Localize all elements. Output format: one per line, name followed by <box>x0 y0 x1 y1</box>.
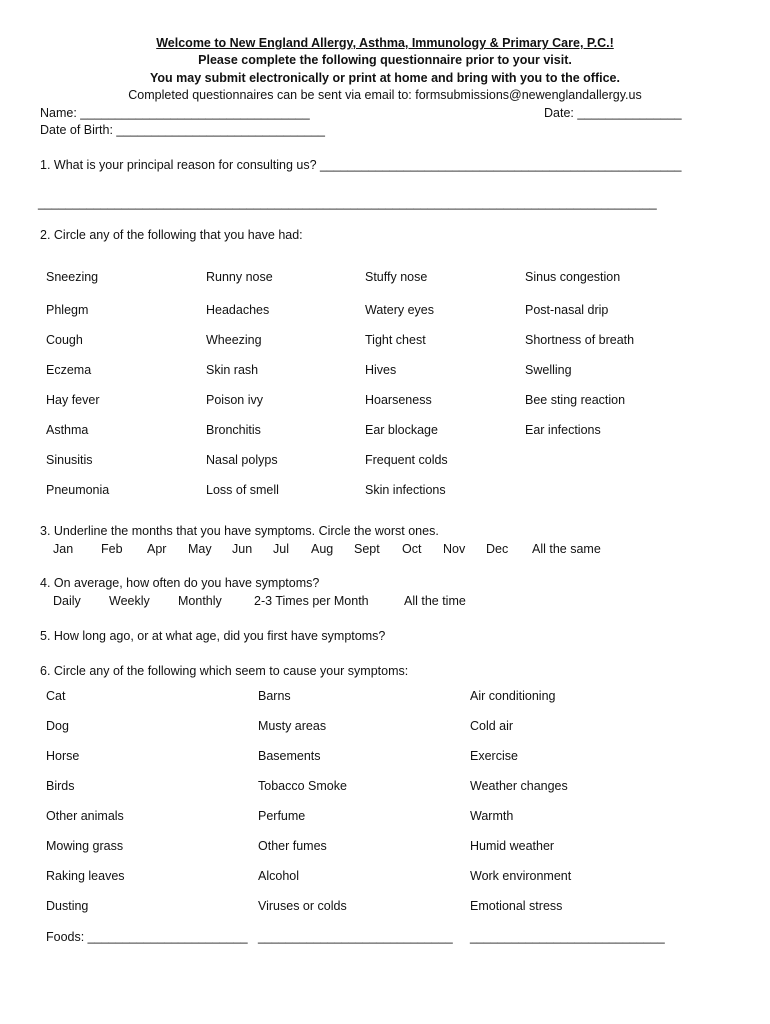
month-option[interactable]: Jul <box>273 542 289 556</box>
trigger-option[interactable]: Air conditioning <box>470 689 556 703</box>
symptom-option[interactable]: Asthma <box>46 423 89 437</box>
trigger-option[interactable]: Raking leaves <box>46 869 125 883</box>
trigger-option[interactable]: Other fumes <box>258 839 327 853</box>
trigger-option[interactable]: Perfume <box>258 809 306 823</box>
trigger-option[interactable]: Warmth <box>470 809 514 823</box>
question-4: 4. On average, how often do you have symptoms? <box>40 576 320 590</box>
instruction-line: Please complete the following questionnaire prior to your visit. <box>198 53 572 67</box>
question-1[interactable]: 1. What is your principal reason for consulting us? ____________________________________________________ <box>40 158 682 172</box>
symptom-option[interactable]: Sneezing <box>46 270 99 284</box>
question-6: 6. Circle any of the following which seem to cause your symptoms: <box>40 664 409 678</box>
symptom-option[interactable]: Skin rash <box>206 363 259 377</box>
trigger-option[interactable]: Basements <box>258 749 321 763</box>
trigger-option[interactable]: Barns <box>258 689 291 703</box>
symptom-option[interactable]: Hay fever <box>46 393 100 407</box>
month-option[interactable]: Jan <box>53 542 74 556</box>
trigger-option[interactable]: Weather changes <box>470 779 568 793</box>
symptom-option[interactable]: Pneumonia <box>46 483 110 497</box>
email-instruction: Completed questionnaires can be sent via email to: formsubmissions@newenglandallergy.us <box>128 88 642 102</box>
symptom-option[interactable]: Loss of smell <box>206 483 279 497</box>
symptom-option[interactable]: Skin infections <box>365 483 446 497</box>
trigger-option[interactable]: Exercise <box>470 749 518 763</box>
symptom-option[interactable]: Ear infections <box>525 423 601 437</box>
trigger-option[interactable]: Tobacco Smoke <box>258 779 347 793</box>
month-option[interactable]: Oct <box>402 542 422 556</box>
symptom-option[interactable]: Hives <box>365 363 397 377</box>
instruction-line: You may submit electronically or print at home and bring with you to the office. <box>150 71 620 85</box>
symptom-option[interactable]: Stuffy nose <box>365 270 428 284</box>
symptom-option[interactable]: Swelling <box>525 363 572 377</box>
question-5[interactable]: 5. How long ago, or at what age, did you first have symptoms? <box>40 629 386 643</box>
trigger-option[interactable]: Humid weather <box>470 839 555 853</box>
symptom-option[interactable]: Post-nasal drip <box>525 303 609 317</box>
symptom-option[interactable]: Sinusitis <box>46 453 93 467</box>
symptom-option[interactable]: Wheezing <box>206 333 262 347</box>
trigger-option[interactable]: Emotional stress <box>470 899 563 913</box>
trigger-option[interactable]: Cold air <box>470 719 514 733</box>
question-3: 3. Underline the months that you have symptoms. Circle the worst ones. <box>40 524 439 538</box>
symptom-option[interactable]: Poison ivy <box>206 393 263 407</box>
symptom-option[interactable]: Watery eyes <box>365 303 435 317</box>
question-2: 2. Circle any of the following that you have had: <box>40 228 303 242</box>
symptom-option[interactable]: Nasal polyps <box>206 453 278 467</box>
trigger-option[interactable]: Dusting <box>46 899 89 913</box>
month-option[interactable]: Apr <box>147 542 167 556</box>
dob-field[interactable]: Date of Birth: ______________________________ <box>40 123 325 137</box>
symptom-option[interactable]: Runny nose <box>206 270 273 284</box>
symptom-option[interactable]: Shortness of breath <box>525 333 635 347</box>
month-option[interactable]: May <box>188 542 212 556</box>
frequency-option[interactable]: All the time <box>404 594 466 608</box>
symptom-option[interactable]: Phlegm <box>46 303 89 317</box>
month-option[interactable]: Aug <box>311 542 334 556</box>
frequency-option[interactable]: Monthly <box>178 594 222 608</box>
trigger-option[interactable]: Cat <box>46 689 66 703</box>
month-option[interactable]: Nov <box>443 542 466 556</box>
trigger-option[interactable]: Dog <box>46 719 69 733</box>
trigger-option[interactable]: Work environment <box>470 869 572 883</box>
date-field[interactable]: Date: _______________ <box>544 106 682 120</box>
symptom-option[interactable]: Headaches <box>206 303 270 317</box>
frequency-option[interactable]: 2-3 Times per Month <box>254 594 369 608</box>
trigger-option[interactable]: Mowing grass <box>46 839 124 853</box>
symptom-option[interactable]: Eczema <box>46 363 92 377</box>
frequency-option[interactable]: Daily <box>53 594 81 608</box>
month-option[interactable]: Dec <box>486 542 509 556</box>
month-option[interactable]: Feb <box>101 542 123 556</box>
symptom-option[interactable]: Frequent colds <box>365 453 448 467</box>
answer-line[interactable]: _________________________________________________________________________________________ <box>38 196 657 210</box>
trigger-option[interactable]: Other animals <box>46 809 124 823</box>
symptom-option[interactable]: Tight chest <box>365 333 426 347</box>
month-option[interactable]: Sept <box>354 542 380 556</box>
symptom-option[interactable]: Ear blockage <box>365 423 438 437</box>
name-field[interactable]: Name: _________________________________ <box>40 106 310 120</box>
frequency-option[interactable]: Weekly <box>109 594 150 608</box>
symptom-option[interactable]: Cough <box>46 333 83 347</box>
trigger-option[interactable]: Viruses or colds <box>258 899 347 913</box>
trigger-option[interactable]: Alcohol <box>258 869 299 883</box>
foods-field[interactable]: ____________________________ <box>258 930 453 944</box>
form-title: Welcome to New England Allergy, Asthma, Immunology & Primary Care, P.C.! <box>156 36 614 50</box>
trigger-option[interactable]: Musty areas <box>258 719 327 733</box>
trigger-option[interactable]: Horse <box>46 749 80 763</box>
symptom-option[interactable]: Bronchitis <box>206 423 261 437</box>
trigger-option[interactable]: Birds <box>46 779 75 793</box>
month-option[interactable]: Jun <box>232 542 253 556</box>
symptom-option[interactable]: Bee sting reaction <box>525 393 626 407</box>
foods-field[interactable]: ____________________________ <box>470 930 665 944</box>
symptom-option[interactable]: Hoarseness <box>365 393 432 407</box>
foods-field[interactable]: Foods: _______________________ <box>46 930 248 944</box>
month-option[interactable]: All the same <box>532 542 601 556</box>
symptom-option[interactable]: Sinus congestion <box>525 270 621 284</box>
